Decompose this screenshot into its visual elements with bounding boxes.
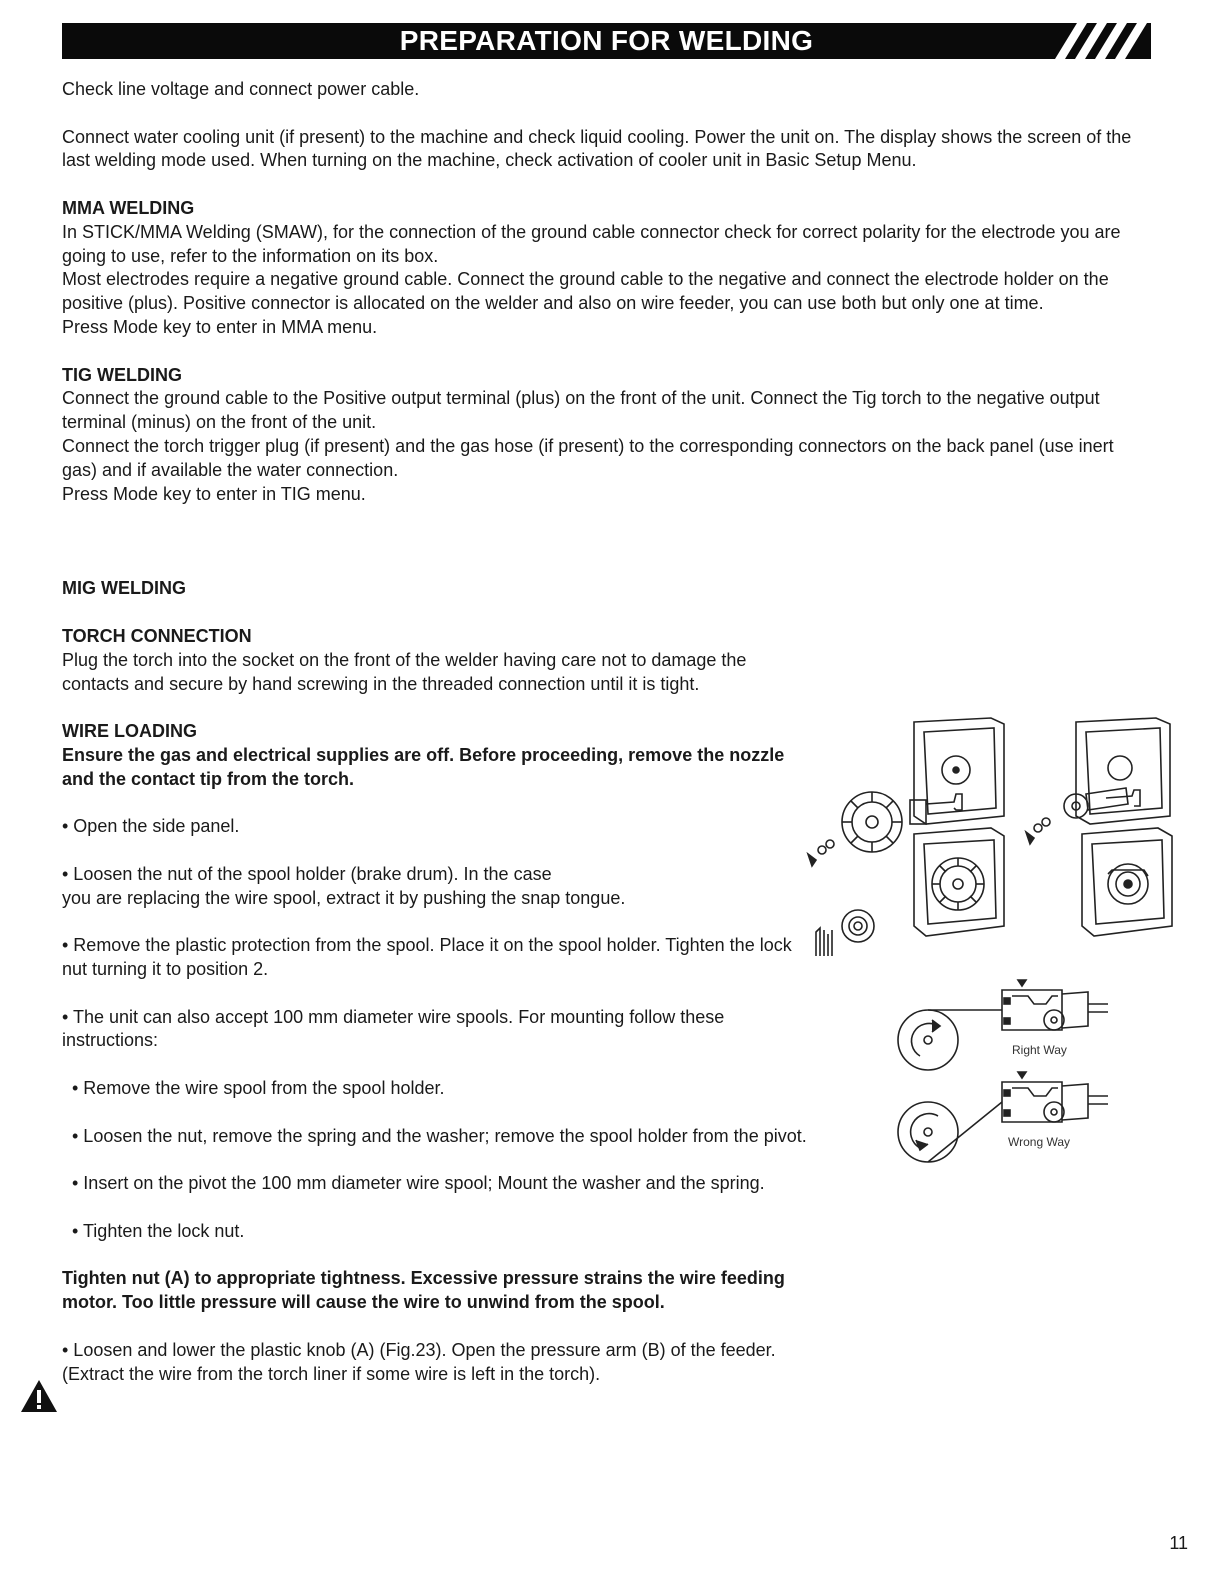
caution-text: Tighten nut (A) to appropriate tightness. Excessive pressure strains the wire feeding motor. Too little pressure will cause the wire to unwind from the spool. — [62, 1268, 785, 1313]
wrong-way-label: Wrong Way — [1008, 1135, 1071, 1149]
right-way-label: Right Way — [1012, 1043, 1067, 1057]
section-header-bar — [62, 23, 1151, 59]
step-loosen-nut-continued: you are replacing the wire spool, extract it by pushing the snap tongue. — [62, 887, 626, 908]
tig-heading: TIG WELDING — [62, 364, 182, 385]
step-100mm-spools: • The unit can also accept 100 mm diameter wire spools. For mounting follow these instructions: — [62, 1006, 725, 1051]
torch-connection-heading: TORCH CONNECTION — [62, 625, 252, 646]
tig-paragraph-3: Press Mode key to enter in TIG menu. — [62, 483, 366, 504]
substep-loosen-nut: • Loosen the nut, remove the spring and the washer; remove the spool holder from the pivot. — [72, 1125, 807, 1146]
wire-feed-direction-diagram — [892, 974, 1152, 1170]
mma-paragraph-2: Most electrodes require a negative ground cable. Connect the ground cable to the negative and connect the electrode holder on the positive (plus). Positive connector is allocated on the welder and also on wire feeder, you can use both but only one at time. — [62, 269, 1109, 314]
step-remove-protection: • Remove the plastic protection from the spool. Place it on the spool holder. Tighten the lock nut turning it to position 2. — [62, 935, 792, 980]
spool-mounting-illustration — [806, 704, 1186, 960]
substep-tighten-lock-nut: • Tighten the lock nut. — [72, 1220, 245, 1241]
warning-triangle-icon — [20, 1379, 58, 1413]
torch-connection-text: Plug the torch into the socket on the front of the welder having care not to damage the contacts and secure by hand screwing in the threaded connection until it is tight. — [62, 649, 747, 694]
header-stripes-decoration — [1031, 23, 1151, 59]
mma-paragraph-3: Press Mode key to enter in MMA menu. — [62, 316, 378, 337]
wire-loading-warning: Ensure the gas and electrical supplies are off. Before proceeding, remove the nozzle and the contact tip from the torch. — [62, 744, 785, 789]
mma-heading: MMA WELDING — [62, 197, 195, 218]
step-loosen-nut: • Loosen the nut of the spool holder (brake drum). In the case — [62, 863, 552, 884]
tig-paragraph-2: Connect the torch trigger plug (if present) and the gas hose (if present) to the corresponding connectors on the back panel (use inert gas) and if available the water connection. — [62, 435, 1114, 480]
mig-heading: MIG WELDING — [62, 578, 186, 599]
page-number: 11 — [1169, 1533, 1188, 1553]
step-open-side-panel: • Open the side panel. — [62, 816, 240, 837]
wire-loading-heading: WIRE LOADING — [62, 721, 197, 742]
intro-line-cooling: Connect water cooling unit (if present) to the machine and check liquid cooling. Power the unit on. The display shows the screen of the last welding mode used. When turning on the machine, check activation of cooler unit in Basic Setup Menu. — [62, 126, 1132, 171]
substep-remove-spool: • Remove the wire spool from the spool holder. — [72, 1078, 445, 1099]
intro-line-power: Check line voltage and connect power cable. — [62, 79, 420, 99]
step-loosen-knob: • Loosen and lower the plastic knob (A) (Fig.23). Open the pressure arm (B) of the feeder. (Extract the wire from the torch liner if some wire is left in the torch). — [62, 1339, 776, 1384]
section-title: PREPARATION FOR WELDING — [399, 25, 814, 56]
mma-paragraph-1: In STICK/MMA Welding (SMAW), for the connection of the ground cable connector check for correct polarity for the electrode you are going to use, refer to the information on its box. — [62, 221, 1121, 266]
tig-paragraph-1: Connect the ground cable to the Positive output terminal (plus) on the front of the unit. Connect the Tig torch to the negative output terminal (minus) on the front of the unit. — [62, 388, 1100, 433]
substep-insert-spool: • Insert on the pivot the 100 mm diameter wire spool; Mount the washer and the spring. — [72, 1173, 765, 1194]
